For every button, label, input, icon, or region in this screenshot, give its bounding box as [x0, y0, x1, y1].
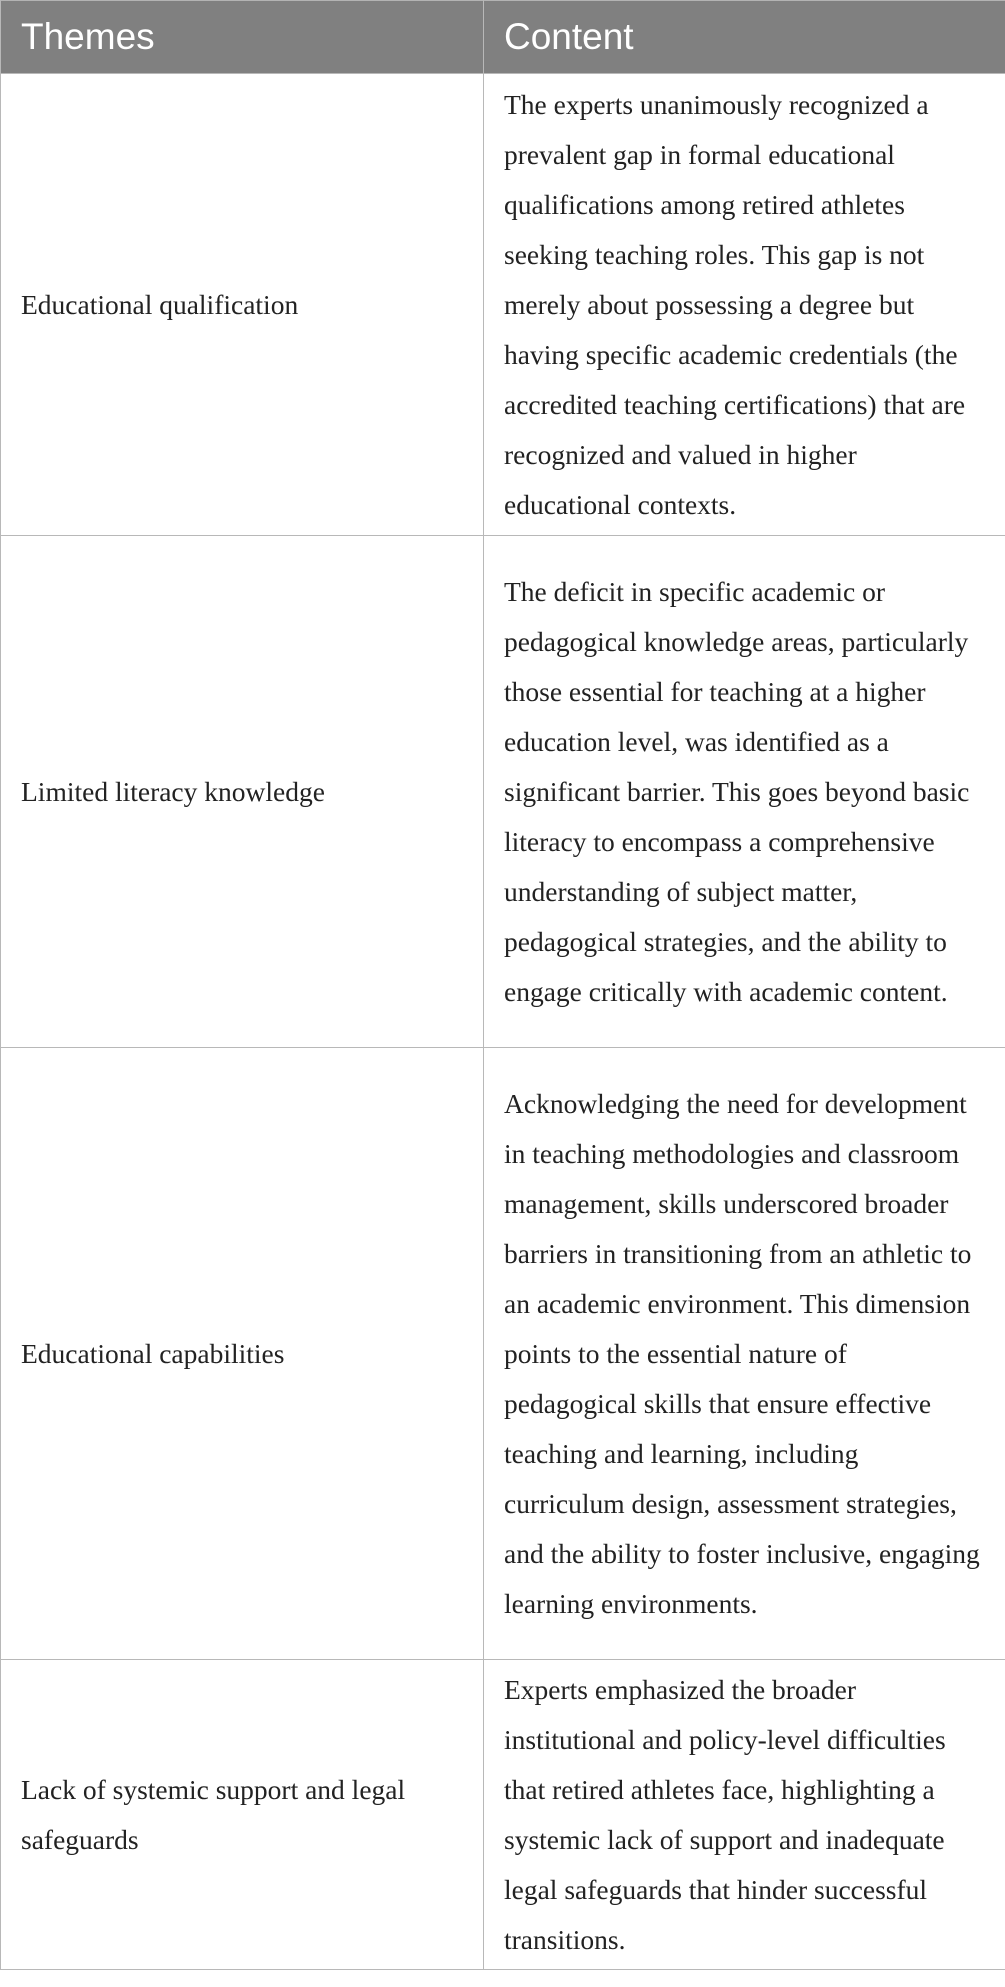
- theme-cell: Educational capabilities: [1, 1048, 484, 1660]
- content-cell: The deficit in specific academic or pedagogical knowledge areas, particularly those essential for teaching at a higher education level, was identified as a significant barrier. This goes beyond basic literacy to encompass a comprehensive understanding of subject matter, pedagogical strategies, and the ability to engage critically with academic content.: [484, 536, 1005, 1048]
- table-row: [1, 74, 1005, 536]
- theme-cell: Educational qualification: [1, 74, 484, 536]
- content-cell: The experts unanimously recognized a prevalent gap in formal educational qualifications among retired athletes seeking teaching roles. This gap is not merely about possessing a degree but having specific academic credentials (the accredited teaching certifications) that are recognized and valued in higher educational contexts.: [484, 74, 1005, 536]
- content-cell: Acknowledging the need for development in teaching methodologies and classroom management, skills underscored broader barriers in transitioning from an athletic to an academic environment. This dimension points to the essential nature of pedagogical skills that ensure effective teaching and learning, including curriculum design, assessment strategies, and the ability to foster inclusive, engaging learning environments.: [484, 1048, 1005, 1660]
- table-body: [1, 74, 1005, 1970]
- theme-cell: Lack of systemic support and legal safeguards: [1, 1660, 484, 1970]
- table-header: [1, 1, 1005, 74]
- header-themes: Themes: [1, 1, 484, 74]
- table-row: [1, 1048, 1005, 1660]
- header-row: [1, 1, 1005, 74]
- table-row: [1, 1660, 1005, 1970]
- content-cell: Experts emphasized the broader institutional and policy-level difficulties that retired athletes face, highlighting a systemic lack of support and inadequate legal safeguards that hinder successful transitions.: [484, 1660, 1005, 1970]
- table-row: [1, 536, 1005, 1048]
- header-content: Content: [484, 1, 1005, 74]
- theme-cell: Limited literacy knowledge: [1, 536, 484, 1048]
